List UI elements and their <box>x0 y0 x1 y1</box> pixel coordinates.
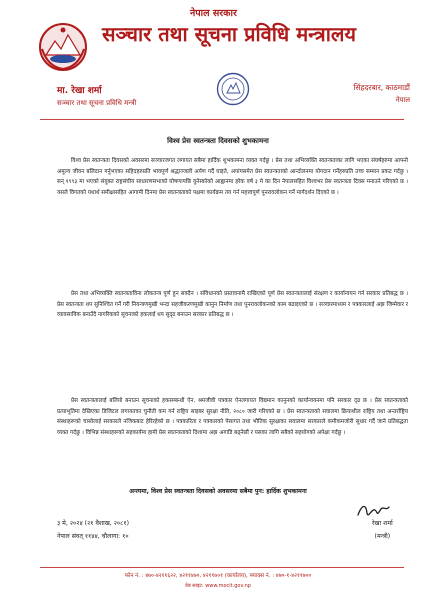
letter-date-block <box>57 517 129 543</box>
closing-wish: अन्त्यमा, विश्व प्रेस स्वतन्त्रता दिवसको अवसरमा सबैमा पुन: हार्दिक शुभकामना <box>129 488 307 495</box>
signatory-block <box>372 517 393 543</box>
office-country: नेपाल <box>395 96 410 104</box>
sender-role: सञ्चार तथा सूचना प्रविधि मन्त्री <box>57 99 137 107</box>
header-divider <box>40 119 404 120</box>
office-address <box>353 83 410 105</box>
footer-website: वेब साइट: www.mocit.gov.np <box>185 583 251 589</box>
ministry-name: सञ्चार तथा सूचना प्रविधि मन्त्रालय <box>102 22 357 46</box>
body-paragraph: विश्व प्रेस स्वतन्त्रता दिवसको अवसरमा सञ्चारजगत लगायत सबैमा हार्दिक शुभकामना व्यक्त गर्दछु । प्रेस तथा अभिव्यक्ति स्वतन्त्रताका लागि भएका संघर्षहरुमा आफ्नो अमूल्य जीवन बलिदान गर्नुभएका सहिदहरुप्रति भावपूर्ण श्रद्धाञ्जली अर्पण गर्दै घाइते, अपांगसमेत प्रेस स्वतन्त्रताको आन्दोलनमा योगदान गर्नेहरुप्रति उच्च सम्मान प्रकट गर्दछु । सन् १९९३ मा भएको संयुक्त राष्ट्रसंघीय साधारणसभाको घोषणापछि युनेस्कोको आह्वानमा हरेक वर्ष ३ मे का दिन नेपालसहित विश्वभर प्रेस स्वतन्त्रता दिवस मनाउने गरिएको छ । यसले विगतको यथार्थ समीक्षासहित आगामी दिनमा प्रेस स्वतन्त्रताको पक्षमा कार्यक्रम तय गर्न महत्त्वपूर्ण पुनरावलोकन गर्ने मार्गदर्शन दिएको छ । <box>57 158 408 196</box>
nepal-emblem-icon <box>38 22 88 72</box>
letter-subject: विश्व प्रेस स्वतन्त्रता दिवसको शुभकामना <box>167 137 269 145</box>
office-place: सिंहदरबार, काठमाडौं <box>353 83 410 92</box>
body-paragraph: प्रेस स्वतन्त्रतालाई बलियो बनाउन सूचनाको हकसम्बन्धी ऐन, श्रमजीवी पत्रकार ऐनलगायत विद्यमान कानुनको कार्यान्वयनमा पनि सरकार दृढ छ । प्रेस स्वतन्त्रताको प्रत्याभूतिमा देखिएका डिजिटल लगायतका चुनौती कम गर्न राष्ट्रिय साइबर सुरक्षा नीति, २०८० जारी गरिएको छ । प्रेस स्वतन्त्रताको सवालमा क्रियाशील राष्ट्रिय तथा अन्तर्राष्ट्रिय संस्थाहरूको चासोलाई सरकारले नजिकबाट हेरिरहेको छ । पत्रकारिता र पत्रकारको पेसागत तथा भौतिक सुरक्षाका सवालमा सरकारले कमीकमजोरी सुधार गर्दै जाने प्रतिबद्धता व्यक्त गर्दछु । विभिन्न संस्थाहरूको सहकार्यमा हामी प्रेस स्वतन्त्रताको दिशामा अझ अगाडि बढ्नेछौं र यसका लागि सबैको सहयोगको अपेक्षा गर्दछु । <box>57 398 408 436</box>
letter-body <box>57 156 408 486</box>
sender-block <box>57 83 136 108</box>
footer-divider <box>40 567 404 568</box>
sender-name: मा. रेखा शर्मा <box>57 86 102 96</box>
government-name: नेपाल सरकार <box>190 8 237 19</box>
footer-contact: फोन नं. : ४७०-४२११६२२, ४२११४७०, ४२११७०१ (कार्यालय), फ्याक्स नं. : ४७०-१-४२११७०० <box>124 573 312 579</box>
signatory-title: (मन्त्री) <box>374 533 391 540</box>
signatory-name: रेखा शर्मा <box>372 520 393 527</box>
date-ad: ३ मे, २०२४ (२१ वैशाख, २०८१) <box>57 520 129 527</box>
ministry-seal-icon <box>216 72 250 106</box>
nepal-samvat-date: नेपाल संवत् ११४४, चौलागा: १० <box>57 533 129 540</box>
body-paragraph: प्रेस तथा अभिव्यक्ति स्वतन्त्रताविना लोकतन्त्र पूर्ण हुन सक्दैन । संविधानको प्रस्तावनामै राखिएको पूर्ण प्रेस स्वतन्त्रतालाई संरक्षण र कार्यान्वयन गर्न सरकार प्रतिबद्ध छ । प्रेस स्वतन्त्रता थप सुनिश्चित गर्ने गरी नियन्त्रणमुखी भन्दा सहजीकरणमुखी कानुन निर्माण तथा पुनरावलोकनको काम बढाइएको छ । सञ्चारमाध्यम र पत्रकारलाई अझ जिम्मेवार र व्यावसायिक बनाउँदै नागरिकको सूचनाको हकलाई थप सुदृढ बनाउन सरकार प्रतिबद्ध छ । <box>57 291 408 319</box>
